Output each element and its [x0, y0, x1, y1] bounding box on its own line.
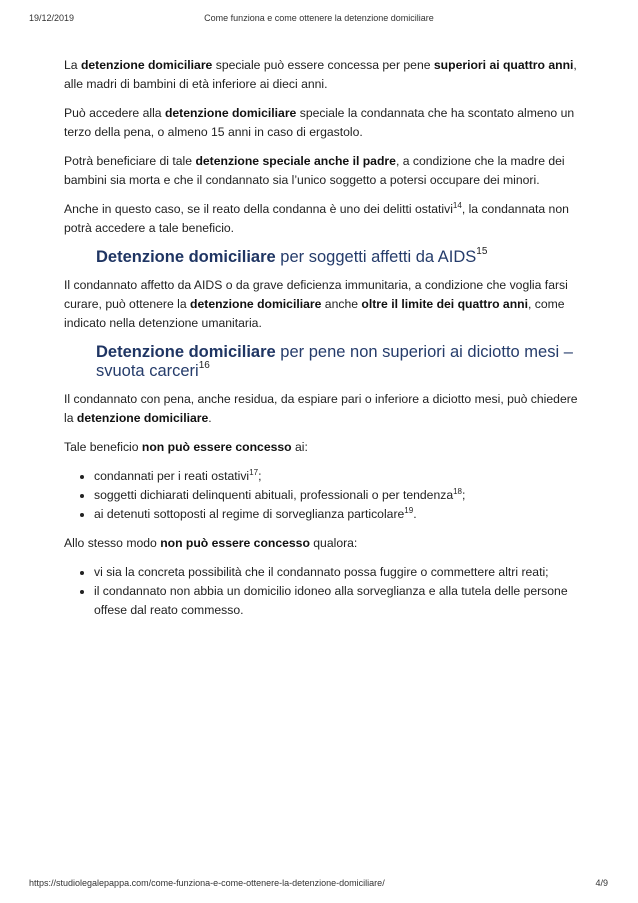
bullet-list: [64, 467, 584, 524]
paragraph: Allo stesso modo non può essere concesso qualora:: [64, 536, 358, 550]
bullet-list: [64, 563, 584, 620]
print-date: 19/12/2019: [29, 13, 75, 23]
section-heading-aids: Detenzione domiciliare per soggetti affetti da AIDS$^{15}$: [96, 246, 488, 266]
list-item: • vi sia la concreta possibilità che il condannato possa fuggire o commettere altri reati;: [94, 563, 584, 582]
paragraph: Può accedere alla detenzione domiciliare speciale la condannata che ha scontato almeno un terzo della pena, o almeno 15 anni in caso di ergastolo.: [64, 106, 575, 139]
footnote-ref[interactable]: 14: [452, 201, 462, 210]
footnote-ref[interactable]: 16: [198, 360, 210, 371]
paragraph: Anche in questo caso, se il reato della condanna è uno dei delitti ostativi$^{14}$, la condannata non potrà accedere a tale beneficio.: [64, 201, 569, 235]
footnote-ref[interactable]: 18: [453, 487, 462, 496]
paragraph: Tale beneficio non può essere concesso ai:: [64, 440, 308, 454]
page-number: 4/9: [595, 878, 608, 888]
paragraph: Il condannato con pena, anche residua, da espiare pari o inferiore a diciotto mesi, può chiedere la detenzione domiciliare.: [64, 392, 578, 425]
article-body: [64, 56, 584, 630]
print-page-title: Come funziona e come ottenere la detenzione domiciliare: [204, 13, 434, 23]
list-item: • ai detenuti sottoposti al regime di sorveglianza particolare$^{19}$.: [94, 505, 584, 524]
print-url[interactable]: https://studiolegalepappa.com/come-funziona-e-come-ottenere-la-detenzione-domiciliare/: [29, 878, 385, 888]
paragraph: La detenzione domiciliare speciale può essere concessa per pene superiori ai quattro anni, alle madri di bambini di età inferiore ai dieci anni.: [64, 58, 577, 91]
footnote-ref[interactable]: 17: [249, 468, 259, 477]
footnote-ref[interactable]: 19: [404, 506, 414, 515]
section-heading-svuota-carceri: Detenzione domiciliare per pene non superiori ai diciotto mesi – svuota carceri$^{16}$: [96, 343, 573, 380]
paragraph: Il condannato affetto da AIDS o da grave deficienza immunitaria, a condizione che voglia farsi curare, può ottenere la detenzione domiciliare anche oltre il limite dei quattro anni, come indicato nella detenzione umanitaria.: [64, 278, 568, 330]
footnote-ref[interactable]: 15: [476, 246, 488, 257]
paragraph: Potrà beneficiare di tale detenzione speciale anche il padre, a condizione che la madre dei bambini sia morta e che il condannato sia l’unico soggetto a potersi occupare dei minori.: [64, 154, 565, 187]
list-item: • condannati per i reati ostativi$^{17}$;: [94, 467, 584, 486]
list-item: • il condannato non abbia un domicilio idoneo alla sorveglianza e alla tutela delle persone offese dal reato commesso.: [94, 582, 584, 620]
list-item: • soggetti dichiarati delinquenti abituali, professionali o per tendenza$^{18}$;: [94, 486, 584, 505]
